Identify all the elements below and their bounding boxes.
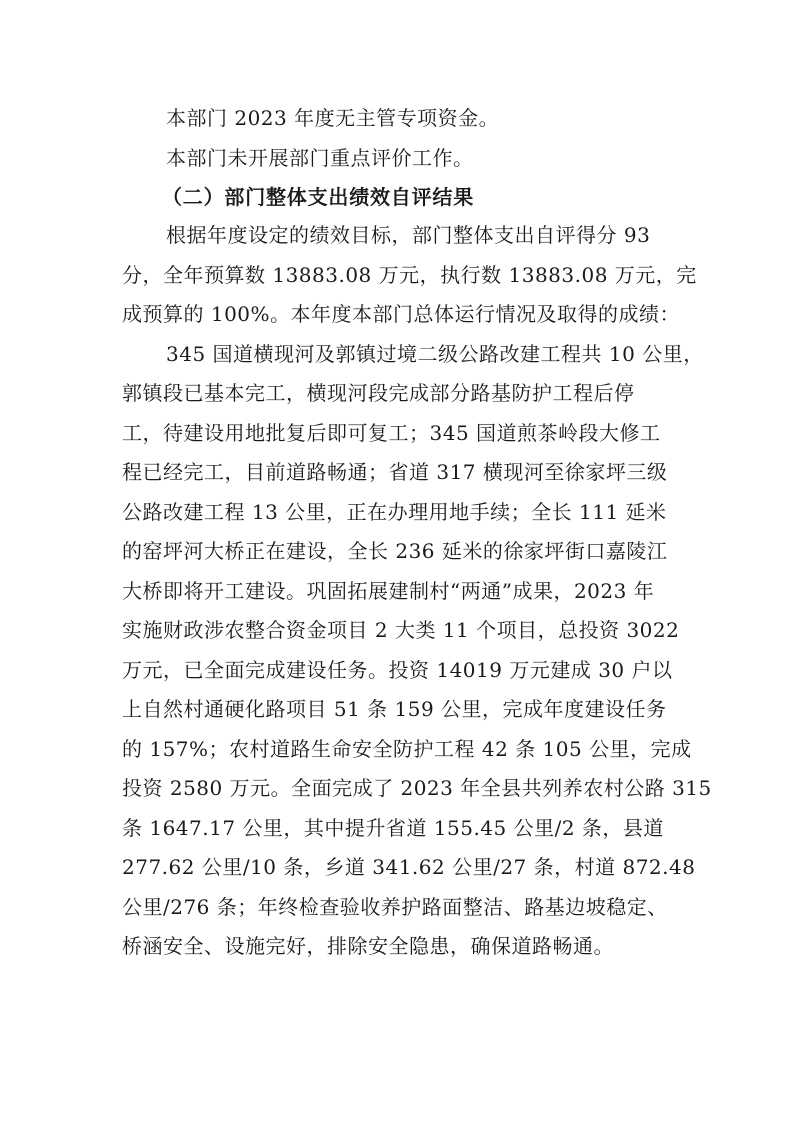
body-line: 公路改建工程 13 公里，正在办理用地手续；全长 111 延米: [122, 499, 667, 524]
body-line: 投资 2580 万元。全面完成了 2023 年全县共列养农村公路 315: [122, 776, 712, 800]
paragraph-key-evaluation: 本部门未开展部门重点评价工作。: [166, 145, 474, 170]
body-line: 桥涵安全、设施完好，排除安全隐患，确保道路畅通。: [122, 934, 614, 958]
body-line: 的窑坪河大桥正在建设，全长 236 延米的徐家坪街口嘉陵江: [122, 539, 668, 563]
body-line: 条 1647.17 公里，其中提升省道 155.45 公里/2 条，县道: [122, 815, 664, 840]
section-heading: （二）部门整体支出绩效自评结果: [162, 185, 474, 209]
body-line: 公里/276 条；年终检查验收养护路面整洁、路基边坡稳定、: [122, 894, 668, 919]
body-line: 上自然村通硬化路项目 51 条 159 公里，完成年度建设任务: [122, 697, 667, 721]
body-line: 分，全年预算数 13883.08 万元，执行数 13883.08 万元，完: [122, 262, 697, 287]
body-line: 根据年度设定的绩效目标，部门整体支出自评得分 93: [166, 223, 651, 247]
body-line: 郭镇段已基本完工，横现河段完成部分路基防护工程后停: [122, 381, 635, 405]
body-line: 程已经完工，目前道路畅通；省道 317 横现河至徐家坪三级: [122, 460, 668, 484]
performance-section: [122, 216, 712, 967]
body-line: 大桥即将开工建设。巩固拓展建制村“两通”成果，2023 年: [122, 578, 655, 603]
body-line: 万元，已全面完成建设任务。投资 14019 万元建成 30 户以: [122, 657, 673, 682]
intro-section: [122, 99, 682, 218]
body-line: 277.62 公里/10 条，乡道 341.62 公里/27 条，村道 872.48: [122, 855, 696, 879]
body-line: 实施财政涉农整合资金项目 2 大类 11 个项目，总投资 3022: [122, 618, 680, 642]
body-line: 成预算的 100%。本年度本部门总体运行情况及取得的成绩：: [122, 302, 681, 326]
body-line: 的 157%；农村道路生命安全防护工程 42 条 105 公里，完成: [122, 736, 692, 761]
body-line: 工，待建设用地批复后即可复工；345 国道煎茶岭段大修工: [122, 420, 661, 445]
paragraph-special-funds: 本部门 2023 年度无主管专项资金。: [166, 106, 500, 130]
body-line: 345 国道横现河及郭镇过境二级公路改建工程共 10 公里，: [166, 341, 704, 366]
